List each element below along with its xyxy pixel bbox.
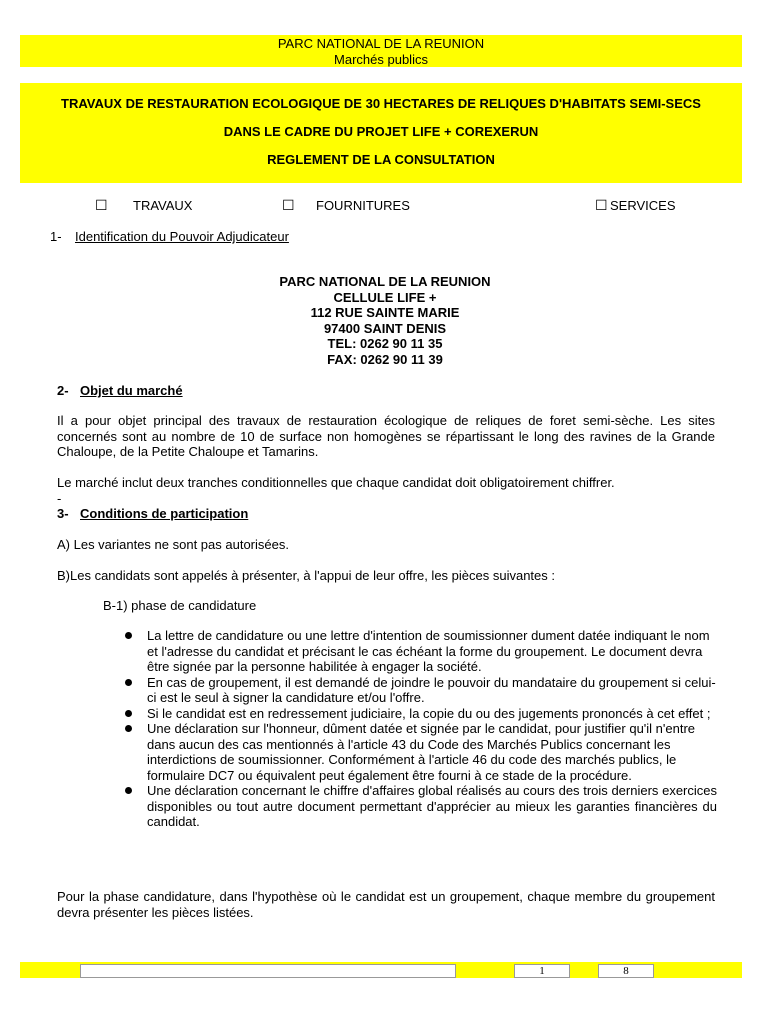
list-item-text: En cas de groupement, il est demandé de joindre le pouvoir du mandataire du groupement si celui-ci est le seul à signer la candidature et/ou l'offre. [147, 674, 716, 705]
section3-phase-title: B-1) phase de candidature [103, 598, 257, 613]
section2-dash: - [57, 491, 62, 506]
address-line: 112 RUE SAINTE MARIE [310, 305, 460, 320]
list-item [125, 721, 717, 783]
list-item-text: Une déclaration sur l'honneur, dûment datée et signée par le candidat, pour justifier qu'il n'entre dans aucun des cas mentionnés à l'article 43 du Code des Marchés Publics concernant les interdictions de soumissionner. Conformément à l'article 46 du code des marchés publics, le formulaire DC7 ou équivalent peut également être fourni à ce stade de la procédure. [147, 721, 696, 783]
header-band [20, 35, 742, 67]
address-line: TEL: 0262 90 11 35 [327, 336, 443, 351]
address-line: CELLULE LIFE + [333, 289, 437, 305]
list-item [125, 675, 717, 706]
address-line: PARC NATIONAL DE LA REUNION [279, 274, 491, 289]
list-item-text: Une déclaration concernant le chiffre d'affaires global réalisés au cours des trois derniers exercices disponibles ou tout autre document permettant d'apprécier au mieux les garanties financières du candidat. [147, 783, 717, 829]
bullet-icon [125, 632, 132, 639]
candidature-list [125, 628, 717, 830]
bullet-icon [125, 710, 132, 717]
section2-title: Objet du marché [80, 383, 183, 398]
list-item [125, 628, 717, 675]
section3-closing: Pour la phase candidature, dans l'hypothèse où le candidat est un groupement, chaque membre du groupement devra présenter les pièces listées. [57, 889, 715, 920]
section3-title: Conditions de participation [80, 506, 249, 521]
section2-paragraph1: Il a pour objet principal des travaux de restauration écologique de reliques de foret semi-sèche. Les sites concernés sont au nombre de 10 de surface non homogènes se répartissant le long des ravines de la Grande Chaloupe, de la Petite Chaloupe et Tamarins. [57, 413, 715, 459]
section3-number: 3- [57, 506, 69, 521]
address-line: 97400 SAINT DENIS [323, 320, 447, 336]
bullet-icon [125, 787, 132, 794]
section1-number: 1- [50, 229, 62, 244]
title-line2: DANS LE CADRE DU PROJET LIFE + COREXERUN [223, 124, 539, 139]
checkbox-label-services: SERVICES [610, 198, 676, 213]
list-item [125, 706, 717, 722]
section2-number: 2- [57, 383, 69, 398]
checkbox-label-travaux: TRAVAUX [133, 198, 193, 213]
checkbox-travaux[interactable]: ☐ [95, 197, 108, 213]
address-line: FAX: 0262 90 11 39 [327, 351, 443, 367]
list-item-text: Si le candidat est en redressement judiciaire, la copie du ou des jugements prononcés à cet effet ; [147, 705, 711, 721]
section2-paragraph2: Le marché inclut deux tranches conditionnelles que chaque candidat doit obligatoirement chiffrer. [57, 475, 615, 490]
header-subtitle: Marchés publics [334, 52, 428, 67]
footer-band [20, 962, 742, 978]
page-number: 1 [514, 964, 570, 978]
page-total: 8 [598, 964, 654, 978]
footer-blank-box [80, 964, 456, 978]
checkbox-services[interactable]: ☐ [595, 197, 608, 213]
list-item [125, 783, 717, 830]
title-band [20, 83, 742, 183]
title-line1: TRAVAUX DE RESTAURATION ECOLOGIQUE DE 30 HECTARES DE RELIQUES D'HABITATS SEMI-SECS [61, 96, 701, 111]
bullet-icon [125, 679, 132, 686]
header-org: PARC NATIONAL DE LA REUNION [277, 36, 485, 51]
section3-variants: A) Les variantes ne sont pas autorisées. [57, 537, 289, 552]
checkbox-label-fournitures: FOURNITURES [316, 198, 410, 213]
section3-pieces-intro: B)Les candidats sont appelés à présenter, à l'appui de leur offre, les pièces suivantes : [57, 568, 555, 583]
list-item-text: La lettre de candidature ou une lettre d'intention de soumissionner dument datée indiquant le nom et l'adresse du candidat et précisant le cas échéant la forme du groupement. Le document devra être signée par la personne habilitée à engager la société. [147, 628, 710, 674]
bullet-icon [125, 725, 132, 732]
title-line3: REGLEMENT DE LA CONSULTATION [267, 152, 495, 167]
section1-title: Identification du Pouvoir Adjudicateur [75, 229, 289, 244]
address-block [0, 274, 770, 367]
checkbox-fournitures[interactable]: ☐ [282, 197, 295, 213]
